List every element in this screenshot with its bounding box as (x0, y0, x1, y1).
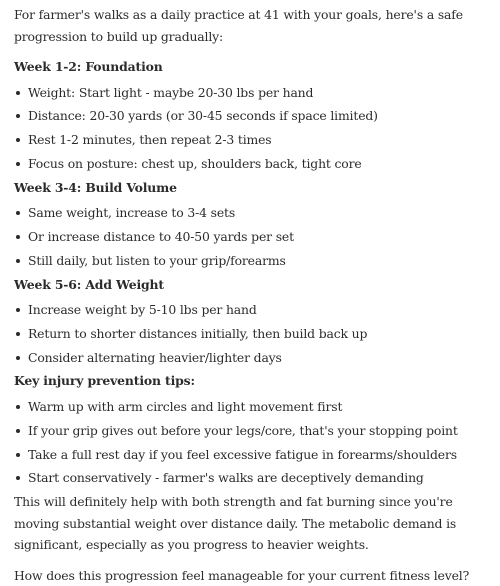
section-heading-week-1-2: Week 1-2: Foundation (14, 59, 163, 74)
section-heading-week-5-6: Week 5-6: Add Weight (14, 276, 164, 292)
list-item: Return to shorter distances initially, then build back up (14, 323, 486, 345)
list-item: Weight: Start light - maybe 20-30 lbs per hand (14, 82, 486, 104)
section-list-week-1-2 (14, 82, 486, 175)
section-heading-injury-tips: Key injury prevention tips: (14, 373, 195, 389)
list-item: Rest 1-2 minutes, then repeat 2-3 times (14, 129, 486, 151)
list-item: Start conservatively - farmer's walks are deceptively demanding (14, 467, 486, 489)
list-item: Increase weight by 5-10 lbs per hand (14, 299, 486, 321)
list-item: Focus on posture: chest up, shoulders back, tight core (14, 153, 486, 175)
section-list-week-3-4 (14, 202, 486, 271)
section-heading-week-3-4: Week 3-4: Build Volume (14, 179, 177, 195)
list-item: Still daily, but listen to your grip/forearms (14, 250, 486, 272)
list-item: Same weight, increase to 3-4 sets (14, 202, 486, 224)
section-list-week-5-6 (14, 299, 486, 368)
closing-paragraph: This will definitely help with both strength and fat burning since you're moving substantial weight over distance daily. The metabolic demand is significant, especially as you progress to heavier weights. (14, 494, 457, 553)
section-list-injury-tips (14, 396, 486, 489)
list-item: Distance: 20-30 yards (or 30-45 seconds if space limited) (14, 105, 486, 127)
list-item: Consider alternating heavier/lighter days (14, 347, 486, 369)
list-item: Or increase distance to 40-50 yards per set (14, 226, 486, 248)
intro-paragraph: For farmer's walks as a daily practice at 41 with your goals, here's a safe progression to build up gradually: (14, 7, 463, 44)
question-paragraph: How does this progression feel manageable for your current fitness level? (14, 567, 470, 583)
list-item: Take a full rest day if you feel excessive fatigue in forearms/shoulders (14, 444, 486, 466)
list-item: Warm up with arm circles and light movement first (14, 396, 486, 418)
list-item: If your grip gives out before your legs/core, that's your stopping point (14, 420, 486, 442)
